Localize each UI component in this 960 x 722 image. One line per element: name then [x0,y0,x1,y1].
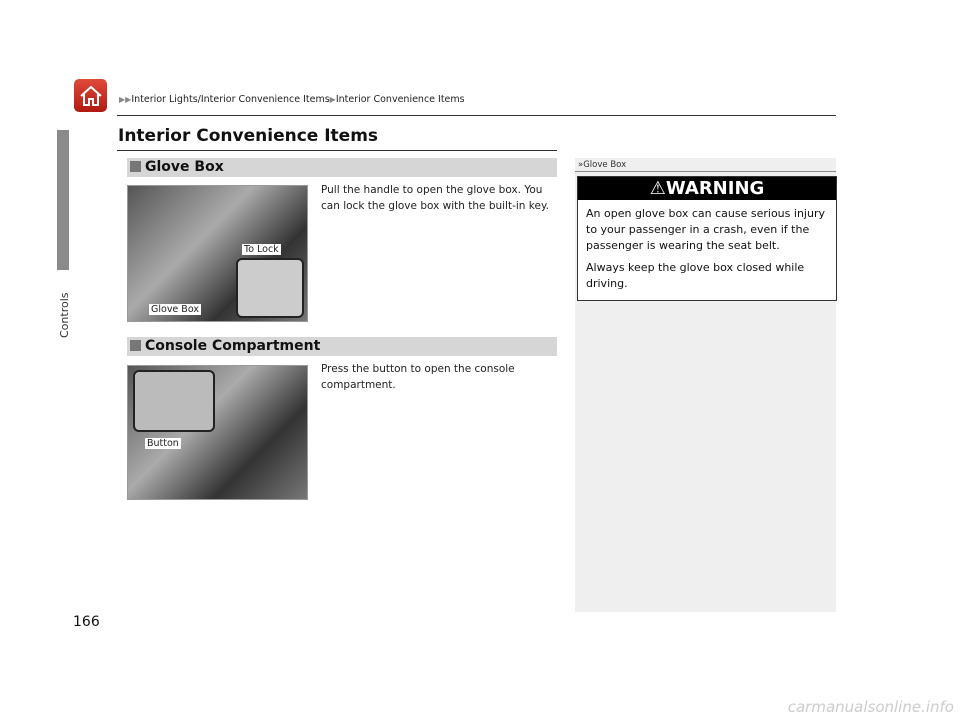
console-illustration [127,365,308,500]
page-number: 166 [73,614,100,630]
warning-box [577,176,837,301]
side-divider [575,171,836,172]
callout-glove-box: Glove Box [151,304,199,315]
callout-button: Button [147,438,179,449]
side-ref: »Glove Box [578,160,627,170]
glove-box-text: Pull the handle to open the glove box. You can lock the glove box with the built-in key. [321,184,550,212]
glove-box-illustration [127,185,308,322]
callout-to-lock: To Lock [244,244,279,255]
title-divider [117,150,557,151]
warning-text-1: An open glove box can cause serious injury to your passenger in a crash, even if the passenger is wearing the seat belt. [586,207,825,252]
ref-icon: » [578,160,584,170]
console-text: Press the button to open the console compartment. [321,363,515,391]
page-title: Interior Convenience Items [118,126,379,146]
home-icon [79,85,103,107]
button-inset [133,370,215,432]
watermark: carmanualsonline.info [787,698,954,716]
warning-header: ⚠WARNING [578,177,836,200]
breadcrumb-current[interactable]: Interior Convenience Items [335,94,465,105]
section-heading-console: Console Compartment [127,337,557,356]
chapter-tab [57,130,69,270]
home-icon-button[interactable] [74,79,107,112]
warning-text-2: Always keep the glove box closed while driving. [586,261,805,290]
section-heading-glove-box: Glove Box [127,158,557,177]
header-divider [117,115,836,116]
chapter-label: Controls [58,292,71,338]
lock-inset [236,258,304,318]
breadcrumb: ▶▶Interior Lights/Interior Convenience Items▶Interior Convenience Items [119,94,465,105]
warning-icon: ⚠ [649,178,666,199]
breadcrumb-link[interactable]: Interior Lights/Interior Convenience Items [131,94,330,105]
